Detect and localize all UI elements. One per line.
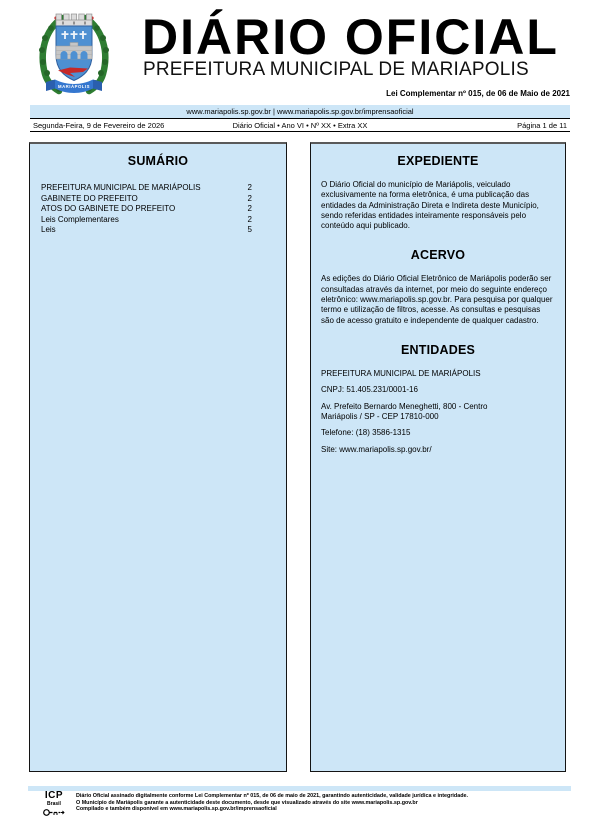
signature-notice-line: O Município de Mariápolis garante a autenticidade deste documento, desde que visualizado através do site www.mariapolis.sp.gov.br [76,799,418,806]
summary-item-page: 2 [247,183,252,192]
entity-address-line2: Mariápolis / SP - CEP 17810-000 [321,411,439,421]
summary-item [41,204,252,215]
key-icon [42,808,66,817]
edition-info-row [30,118,570,132]
gazette-subtitle: PREFEITURA MUNICIPAL DE MARIAPOLIS [143,59,529,80]
municipal-coat-of-arms-icon [32,5,116,99]
entity-address-line1: Av. Prefeito Bernardo Meneghetti, 800 - Centro [321,401,488,411]
summary-item-label: Leis [41,225,56,234]
law-reference: Lei Complementar nº 015, de 06 de Maio de 2021 [386,89,570,98]
publication-date: Segunda-Feira, 9 de Fevereiro de 2026 [33,120,165,130]
icp-logo-subtext: Brasil [47,800,61,807]
acervo-heading: ACERVO [410,248,466,263]
digital-signature-notice [76,793,576,813]
summary-item [41,183,252,194]
summary-item-page: 5 [247,225,252,234]
entity-name: PREFEITURA MUNICIPAL DE MARIÁPOLIS [321,368,481,378]
summary-item-label: Leis Complementares [41,214,119,224]
signature-notice-line: Compilado e também disponível em www.mariapolis.sp.gov.br/imprensaoficial [76,806,277,813]
page-indicator: Página 1 de 11 [517,120,568,130]
summary-item [41,215,252,226]
summary-item [41,225,252,236]
summary-heading: SUMÁRIO [127,154,189,168]
edition-label: Diário Oficial • Ano VI • Nº XX • Extra XX [232,120,368,130]
icp-brasil-logo [36,791,72,817]
summary-item-label: GABINETE DO PREFEITO [41,193,138,203]
summary-item-label: PREFEITURA MUNICIPAL DE MARIÁPOLIS [41,183,201,192]
icp-logo-text: ICP [44,790,64,801]
summary-item-page: 2 [247,193,252,203]
summary-item [41,194,252,205]
summary-item-label: ATOS DO GABINETE DO PREFEITO [41,204,176,213]
expediente-body: O Diário Oficial do município de Mariápolis, veiculado exclusivamente na forma eletrônica, é uma publicação das entidades da Administração Direta e Indireta deste Município, sendo referidas entidades inteiramente responsáveis pelo conteúdo aqui publicado. [321,180,539,231]
summary-panel [29,142,287,772]
expediente-heading: EXPEDIENTE [397,154,479,168]
summary-list [30,183,286,236]
summary-item-page: 2 [247,204,252,213]
summary-item-page: 2 [247,214,252,224]
entidades-heading: ENTIDADES [400,342,476,357]
entity-cnpj: CNPJ: 51.405.231/0001-16 [321,385,418,395]
footer-divider-bar [28,786,571,791]
website-url-bar [30,105,570,118]
website-urls: www.mariapolis.sp.gov.br | www.mariapolis.sp.gov.br/imprensaoficial [186,107,414,116]
gazette-title: DIÁRIO OFICIAL [142,9,559,65]
acervo-body: As edições do Diário Oficial Eletrônico de Mariápolis poderão ser consultadas através da internet, por meio do seguinte endereço eletrônico: www.mariapolis.sp.gov.br. Para pesquisa por qualquer termo e utilização de filtros, acesse. As consultas e pesquisas são de acesso gratuito e independente de qualquer cadastro. [321,274,553,325]
signature-notice-line: Diário Oficial assinado digitalmente conforme Lei Complementar nº 015, de 06 de maio de 2021, garantindo autenticidade, validade jurídica e integridade. [76,793,469,799]
entity-site: Site: www.mariapolis.sp.gov.br/ [321,444,432,454]
expediente-panel [310,142,566,772]
entity-phone: Telefone: (18) 3586-1315 [321,428,411,438]
crest-ribbon-label: MARIÁPOLIS [58,83,90,89]
